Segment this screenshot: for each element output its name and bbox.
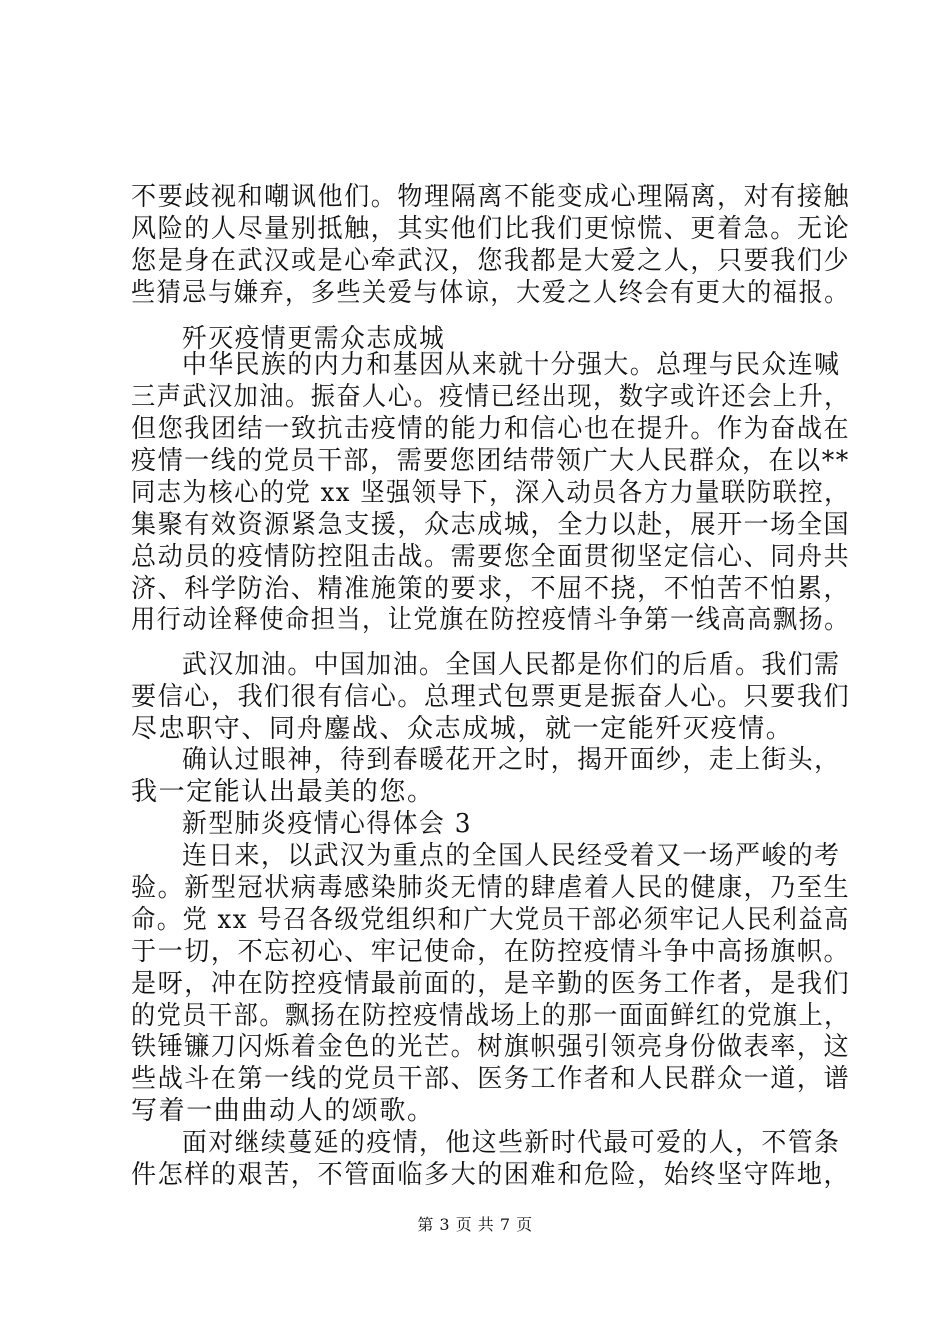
body-line: 些猜忌与嫌弃，多些关爱与体谅，大爱之人终会有更大的福报。 bbox=[131, 277, 850, 308]
body-line: 用行动诠释使命担当，让党旗在防控疫情斗争第一线高高飘扬。 bbox=[131, 605, 850, 636]
body-line: 件怎样的艰苦，不管面临多大的困难和危险，始终坚守阵地， bbox=[131, 1160, 851, 1190]
body-line: 验。新型冠状病毒感染肺炎无情的肆虐着人民的健康，乃至生 bbox=[131, 873, 851, 903]
body-line: 集聚有效资源紧急支援，众志成城，全力以赴，展开一场全国 bbox=[131, 509, 851, 540]
body-line: 我一定能认出最美的您。 bbox=[131, 777, 435, 808]
body-line: 您是身在武汉或是心牵武汉，您我都是大爱之人，只要我们少 bbox=[131, 245, 851, 276]
body-line: 三声武汉加油。振奋人心。疫情已经出现，数字或许还会上升， bbox=[131, 382, 850, 413]
body-line: 面对继续蔓延的疫情，他这些新时代最可爱的人，不管条 bbox=[182, 1128, 841, 1159]
body-line: 济、科学防治、精准施策的要求，不屈不挠，不怕苦不怕累， bbox=[131, 573, 851, 604]
body-line: 总动员的疫情防控阻击战。需要您全面贯彻坚定信心、同舟共 bbox=[131, 541, 851, 572]
body-line: 要信心，我们很有信心。总理式包票更是振奋人心。只要我们 bbox=[131, 681, 851, 712]
body-line: 是呀，冲在防控疫情最前面的，是辛勤的医务工作者，是我们 bbox=[131, 968, 851, 999]
body-line: 连日来，以武汉为重点的全国人民经受着又一场严峻的考 bbox=[182, 841, 841, 872]
section-heading: 新型肺炎疫情心得体会 3 bbox=[182, 809, 473, 840]
body-line: 但您我团结一致抗击疫情的能力和信心也在提升。作为奋战在 bbox=[131, 414, 851, 445]
body-line: 铁锤镰刀闪烁着金色的光芒。树旗帜强引领亮身份做表率，这 bbox=[131, 1032, 851, 1063]
body-line: 尽忠职守、同舟鏖战、众志成城，就一定能歼灭疫情。 bbox=[131, 713, 794, 744]
body-line: 风险的人尽量别抵触，其实他们比我们更惊慌、更着急。无论 bbox=[131, 213, 851, 244]
body-line: 的党员干部。飘扬在防控疫情战场上的那一面面鲜红的党旗上， bbox=[131, 1000, 850, 1031]
body-line: 于一切，不忘初心、牢记使命，在防控疫情斗争中高扬旗帜。 bbox=[131, 936, 851, 967]
body-line: 不要歧视和嘲讽他们。物理隔离不能变成心理隔离，对有接触 bbox=[131, 182, 851, 212]
section-heading: 歼灭疫情更需众志成城 bbox=[182, 323, 446, 354]
body-line: 写着一曲曲动人的颂歌。 bbox=[131, 1096, 435, 1127]
body-line: 确认过眼神，待到春暖花开之时，揭开面纱，走上街头， bbox=[182, 745, 841, 776]
page-number-footer: 第 3 页 共 7 页 bbox=[417, 1215, 533, 1234]
body-line: 武汉加油。中国加油。全国人民都是你们的后盾。我们需 bbox=[182, 649, 841, 680]
body-line: 中华民族的内力和基因从来就十分强大。总理与民众连喊 bbox=[182, 350, 841, 381]
body-line: 疫情一线的党员干部，需要您团结带领广大人民群众，在以** bbox=[131, 446, 850, 476]
body-line: 同志为核心的党 xx 坚强领导下，深入动员各方力量联防联控， bbox=[131, 477, 850, 508]
body-line: 些战斗在第一线的党员干部、医务工作者和人民群众一道，谱 bbox=[131, 1064, 851, 1095]
body-line: 命。党 xx 号召各级党组织和广大党员干部必须牢记人民利益高 bbox=[131, 904, 850, 935]
